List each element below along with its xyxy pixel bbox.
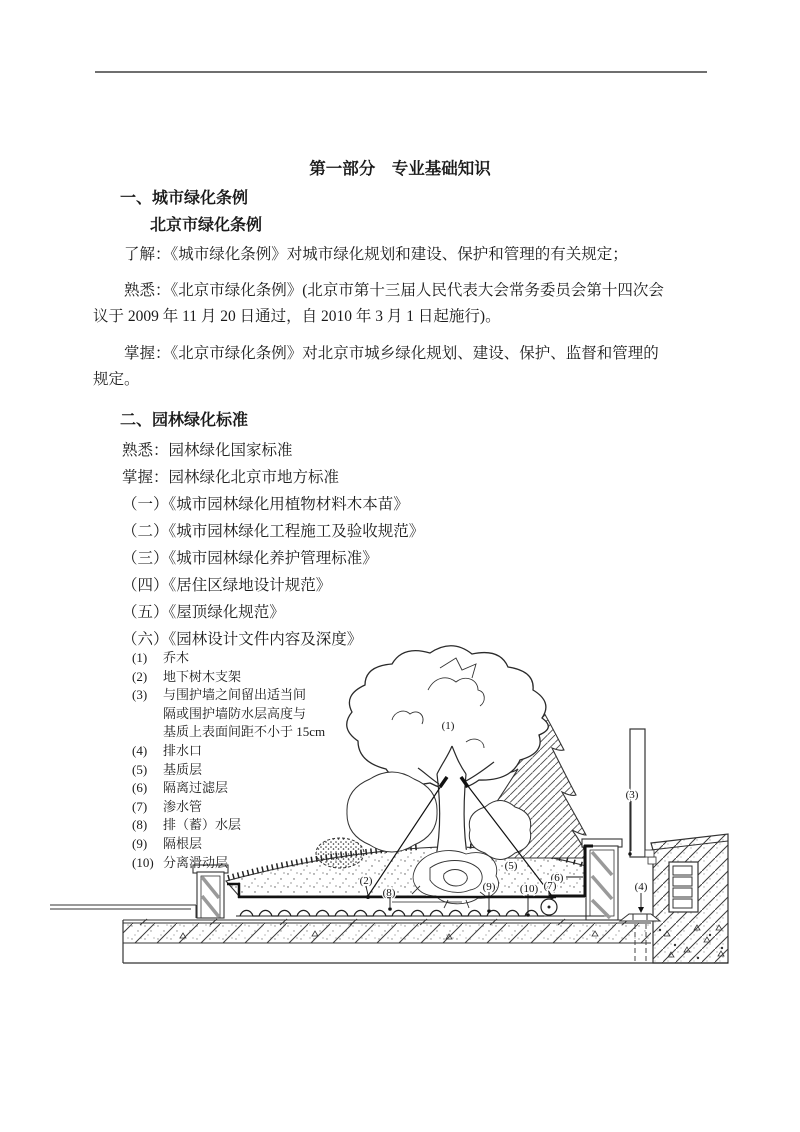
legend-item: (4) 排水口 <box>132 742 203 758</box>
legend-item: (9) 隔根层 <box>132 835 203 851</box>
list-item: （二）《城市园林绿化工程施工及验收规范》 <box>122 523 425 540</box>
callout-4: (4) <box>634 881 648 893</box>
paragraph-line: 掌握：《北京市绿化条例》对北京市城乡绿化规划、建设、保护、监督和管理的 <box>124 345 659 362</box>
paragraph-shuxi <box>93 278 715 329</box>
list-item: （三）《城市园林绿化养护管理标准》 <box>122 550 378 567</box>
legend-item: (2) 地下树木支架 <box>132 668 242 684</box>
page-title: 第一部分 专业基础知识 <box>309 160 491 178</box>
paragraph-line: 熟悉：《北京市绿化条例》(北京市第十三届人民代表大会常务委员会第十四次会 <box>124 282 664 299</box>
legend-item: 隔或围护墙防水层高度与 <box>163 705 307 721</box>
drain-grate <box>669 862 698 912</box>
paragraph-line: 了解：《城市绿化条例》对城市绿化规划和建设、保护和管理的有关规定； <box>124 246 628 263</box>
header-rule <box>95 71 707 73</box>
callout-2: (2) <box>359 875 373 887</box>
callout-9: (9) <box>482 881 496 893</box>
list-item: 掌握：园林绿化北京市地方标准 <box>122 469 340 486</box>
callout-10: (10) <box>519 883 539 895</box>
left-parapet <box>193 865 228 918</box>
paragraph-line: 议于 2009 年 11 月 20 日通过，自 2010 年 3 月 1 日起施行)。 <box>93 307 501 325</box>
standards-list <box>122 437 424 653</box>
legend-item: (8) 排（蓄）水层 <box>132 817 242 833</box>
callout-3: (3) <box>625 789 639 801</box>
callout-8: (8) <box>382 887 396 899</box>
legend-item: (6) 隔离过滤层 <box>132 780 229 796</box>
perforated-pipe-icon <box>541 899 557 915</box>
section2-heading: 二、园林绿化标准 <box>120 412 249 429</box>
legend-item: (10) 分离滑动层 <box>132 854 229 870</box>
list-item: （六）《园林设计文件内容及深度》 <box>122 631 363 648</box>
list-item: （五）《屋顶绿化规范》 <box>122 604 285 621</box>
list-item: （四）《居住区绿地设计规范》 <box>122 577 332 594</box>
list-item: （一）《城市园林绿化用植物材料木本苗》 <box>122 496 409 513</box>
diagram-legend <box>132 649 325 872</box>
legend-item: (5) 基质层 <box>132 761 203 777</box>
callout-1: (1) <box>441 720 455 732</box>
callout-6: (6) <box>550 872 564 884</box>
left-roof-ledge <box>50 905 196 918</box>
section1-heading: 一、城市绿化条例 <box>120 190 249 207</box>
callout-5: (5) <box>504 860 518 872</box>
callout-7: (7) <box>543 880 557 892</box>
legend-item: 基质上表面间距不小于 15cm <box>163 724 326 740</box>
paragraph-liaojie <box>93 242 715 268</box>
list-item: 熟悉：园林绿化国家标准 <box>122 442 293 459</box>
right-parapet <box>582 839 622 920</box>
section1-subheading: 北京市绿化条例 <box>150 217 263 234</box>
paragraph-line: 规定。 <box>93 370 140 388</box>
legend-item: (7) 渗水管 <box>132 798 203 814</box>
legend-item: (1) 乔木 <box>132 650 190 665</box>
shrub-icon <box>469 801 530 860</box>
root-ball <box>412 849 500 908</box>
roof-slab <box>123 919 728 963</box>
paragraph-zhangwo <box>93 341 715 392</box>
legend-item: (3) 与围护墙之间留出适当间 <box>132 687 307 703</box>
